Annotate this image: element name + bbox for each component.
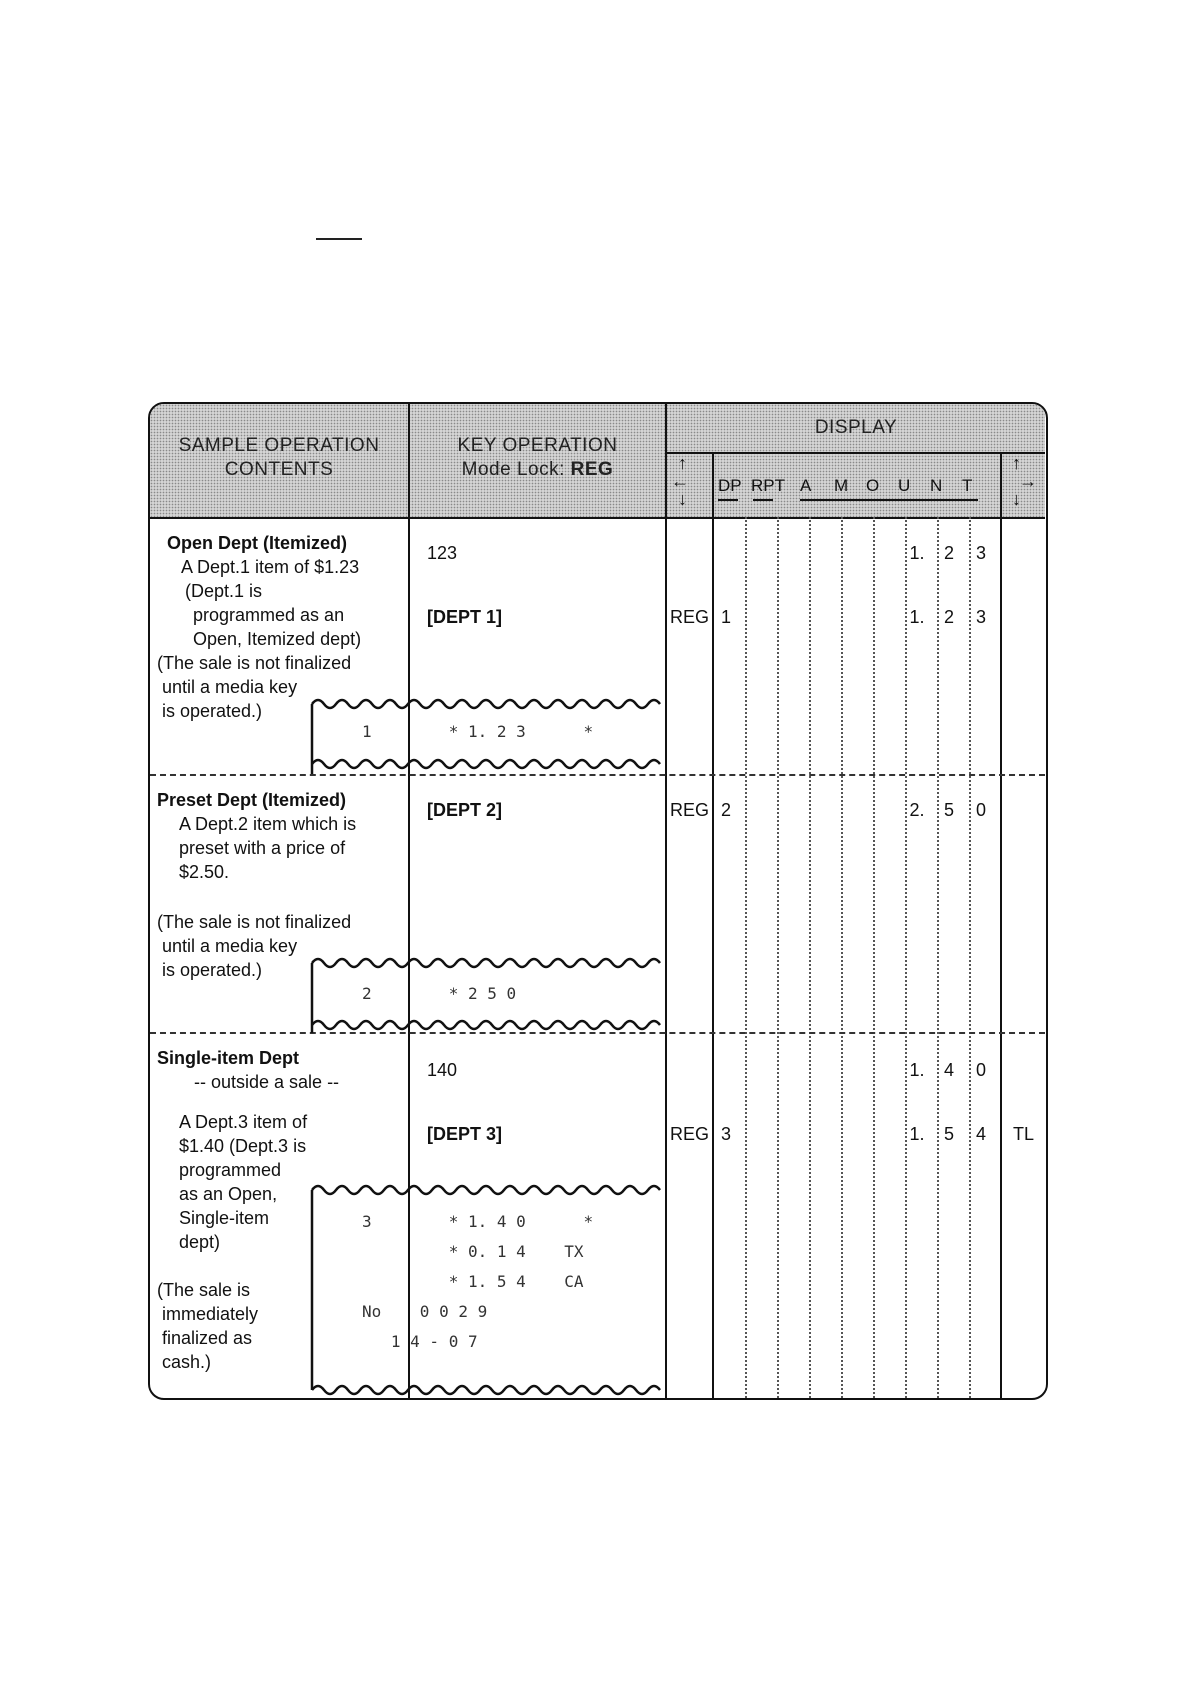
- rpt-underline: [753, 499, 773, 501]
- row-desc-line: dept): [179, 1232, 221, 1252]
- display-total-flag: TL: [1013, 1124, 1035, 1144]
- rpt-column-label: RPT: [751, 476, 785, 495]
- row-desc-line: immediately: [162, 1304, 259, 1324]
- key-entry: 140: [427, 1060, 458, 1080]
- display-digit: 1.: [909, 1060, 925, 1080]
- amount-underline: [800, 499, 978, 501]
- row-desc-line: (Dept.1 is: [185, 581, 263, 601]
- row-title: Preset Dept (Itemized): [157, 790, 347, 810]
- row-desc-line: (The sale is: [157, 1280, 251, 1300]
- mode-lock-value: REG: [570, 459, 614, 480]
- column-divider-3: [712, 452, 714, 1400]
- row-separator: [150, 774, 1045, 776]
- mode-lock-label: Mode Lock:: [461, 459, 571, 480]
- receipt-line: 1 * 1. 2 3 *: [362, 722, 594, 741]
- mode-lock-line: [410, 458, 665, 482]
- key-entry: [DEPT 3]: [427, 1124, 503, 1144]
- key-entry: [DEPT 1]: [427, 607, 503, 627]
- digit-divider: [745, 517, 747, 1400]
- row-desc-line: is operated.): [162, 701, 263, 721]
- amount-letter: M: [834, 476, 849, 495]
- row-desc-line: Open, Itemized dept): [193, 629, 362, 649]
- header-line: SAMPLE OPERATION: [178, 435, 380, 456]
- display-digit: 5: [943, 1124, 954, 1144]
- key-entry: 123: [427, 543, 458, 563]
- row-desc-line: until a media key: [162, 936, 298, 956]
- right-arrow-icon: →: [1019, 471, 1037, 491]
- digit-divider: [841, 517, 843, 1400]
- digit-divider: [777, 517, 779, 1400]
- row-desc-line: (The sale is not finalized: [157, 912, 352, 932]
- row-desc-line: is operated.): [162, 960, 263, 980]
- display-digit: 2.: [909, 800, 925, 820]
- display-mode: REG: [670, 607, 710, 627]
- digit-divider: [809, 517, 811, 1400]
- row-desc-line: A Dept.1 item of $1.23: [181, 557, 360, 577]
- amount-letter: U: [898, 476, 911, 495]
- display-digit: 1.: [909, 1124, 925, 1144]
- display-digit: 0: [975, 800, 986, 820]
- row-desc-line: $2.50.: [179, 862, 230, 882]
- display-digit: 0: [975, 1060, 986, 1080]
- amount-letter: T: [962, 476, 973, 495]
- display-header-rule: [665, 452, 1045, 454]
- key-operation-header: [410, 434, 665, 482]
- down-arrow-icon: ↓: [678, 489, 687, 509]
- row-desc-line: A Dept.3 item of: [179, 1112, 308, 1132]
- display-digit: 2: [943, 543, 954, 563]
- row-subtitle: -- outside a sale --: [194, 1072, 340, 1092]
- header-line: KEY OPERATION: [457, 435, 618, 456]
- display-header: DISPLAY: [814, 417, 898, 438]
- display-digit: 4: [943, 1060, 954, 1080]
- row-desc-line: finalized as: [162, 1328, 253, 1348]
- header-line: CONTENTS: [224, 459, 334, 480]
- key-entry: [DEPT 2]: [427, 800, 503, 820]
- display-mode: REG: [670, 800, 710, 820]
- digit-divider: [937, 517, 939, 1400]
- dp-underline: [718, 499, 738, 501]
- receipt-line: 1 4 - 0 7: [362, 1332, 478, 1351]
- row-desc-line: programmed as an: [193, 605, 345, 625]
- display-dp: 1: [721, 607, 732, 627]
- display-digit: 2: [943, 607, 954, 627]
- row-desc-line: (The sale is not finalized: [157, 653, 352, 673]
- column-divider-4: [1000, 452, 1002, 1400]
- display-digit: 4: [975, 1124, 986, 1144]
- receipt-line: No 0 0 2 9: [362, 1302, 488, 1321]
- row-desc-line: cash.): [162, 1352, 212, 1372]
- row-title: Open Dept (Itemized): [167, 533, 348, 553]
- operation-table: [148, 402, 1048, 1400]
- dp-column-label: DP: [718, 476, 742, 495]
- header-bottom-rule: [150, 517, 1045, 519]
- display-digit: 1.: [909, 543, 925, 563]
- stray-rule: [316, 238, 362, 240]
- row-desc-line: A Dept.2 item which is: [179, 814, 357, 834]
- display-digit: 3: [975, 607, 986, 627]
- row-desc-line: Single-item: [179, 1208, 270, 1228]
- row-desc-line: preset with a price of: [179, 838, 346, 858]
- receipt-line: 3 * 1. 4 0 *: [362, 1212, 594, 1231]
- digit-divider: [905, 517, 907, 1400]
- digit-divider: [873, 517, 875, 1400]
- amount-letter: A: [800, 476, 812, 495]
- up-arrow-icon: ↑: [678, 453, 687, 473]
- row-desc-line: as an Open,: [179, 1184, 278, 1204]
- display-mode: REG: [670, 1124, 710, 1144]
- display-digit: 5: [943, 800, 954, 820]
- receipt-line: * 1. 5 4 CA: [362, 1272, 584, 1291]
- row-desc-line: $1.40 (Dept.3 is: [179, 1136, 307, 1156]
- display-digit: 1.: [909, 607, 925, 627]
- display-dp: 2: [721, 800, 732, 820]
- amount-letter: N: [930, 476, 943, 495]
- up-arrow-icon: ↑: [1012, 453, 1021, 473]
- receipt-line: 2 * 2 5 0: [362, 984, 517, 1003]
- digit-divider: [969, 517, 971, 1400]
- amount-letter: O: [866, 476, 880, 495]
- down-arrow-icon: ↓: [1012, 489, 1021, 509]
- row-desc-line: until a media key: [162, 677, 298, 697]
- display-dp: 3: [721, 1124, 732, 1144]
- display-digit: 3: [975, 543, 986, 563]
- row-desc-line: programmed: [179, 1160, 282, 1180]
- row-title: Single-item Dept: [157, 1048, 300, 1068]
- sample-operation-header: [150, 434, 408, 482]
- left-arrow-icon: ←: [671, 471, 689, 491]
- receipt-line: * 0. 1 4 TX: [362, 1242, 584, 1261]
